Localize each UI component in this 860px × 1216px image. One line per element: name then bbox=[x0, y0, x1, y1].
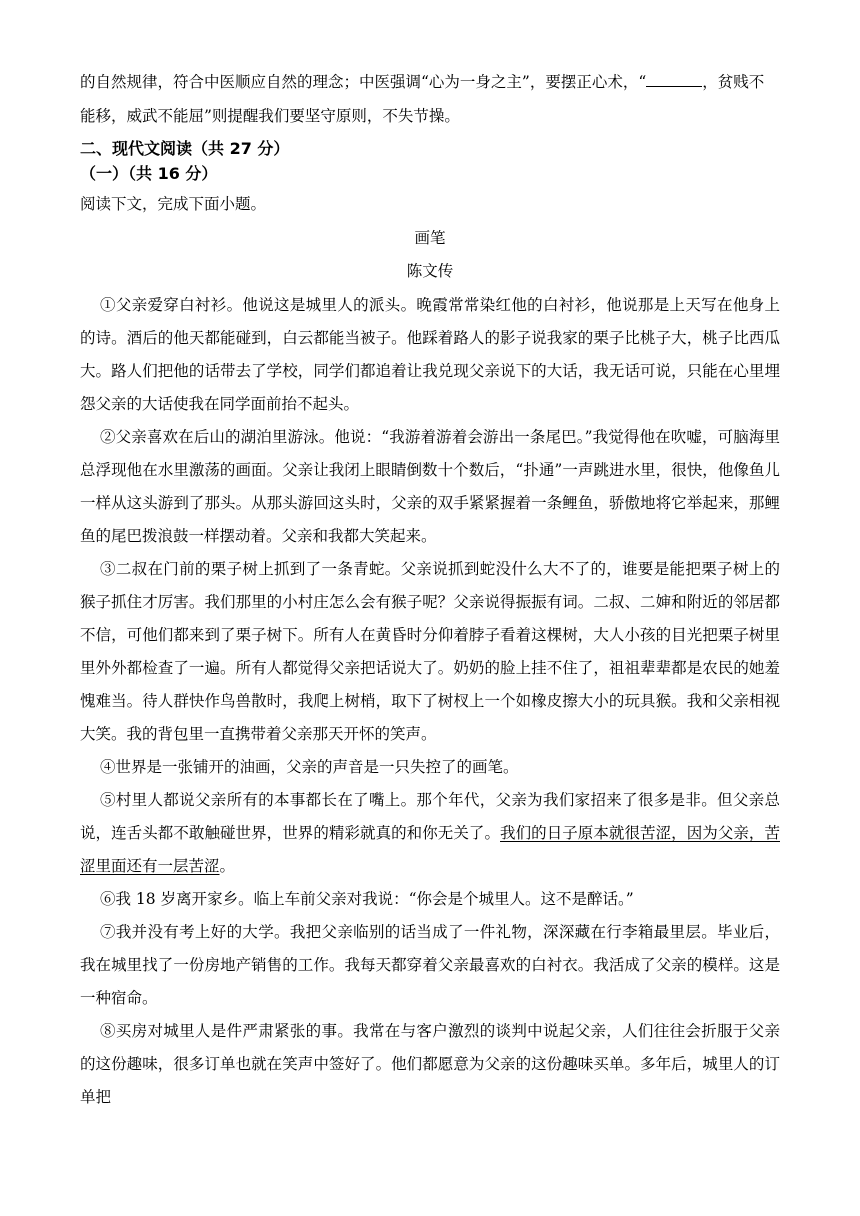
article-author: 陈文传 bbox=[406, 262, 454, 280]
paragraph-5 bbox=[80, 784, 780, 883]
paragraph-5-end: 。 bbox=[219, 857, 236, 875]
intro-line-2: 能移，威武不能屈”则提醒我们要坚守原则，不失节操。 bbox=[80, 107, 460, 125]
paragraph-3: ③二叔在门前的栗子树上抓到了一条青蛇。父亲说抓到蛇没什么大不了的，谁要是能把栗子树上的猴子抓住才厉害。我们那里的小村庄怎么会有猴子呢？父亲说得振振有词。二叔、二婶和附近的邻居都不信，可他们都来到了栗子树下。所有人在黄昏时分仰着脖子看着这棵树，大人小孩的目光把栗子树里里外外都检查了一遍。所有人都觉得父亲把话说大了。奶奶的脸上挂不住了，祖祖辈辈都是农民的她羞愧难当。待人群快作鸟兽散时，我爬上树梢，取下了树杈上一个如橡皮擦大小的玩具猴。我和父亲相视大笑。我的背包里一直携带着父亲那天开怀的笑声。 bbox=[80, 560, 780, 743]
sub-section-heading: （一）（共 16 分） bbox=[80, 164, 218, 183]
paragraph-7: ⑦我并没有考上好的大学。我把父亲临别的话当成了一件礼物，深深藏在行李箱最里层。毕业后，我在城里找了一份房地产销售的工作。我每天都穿着父亲最喜欢的白衬衣。我活成了父亲的模样。这是一种宿命。 bbox=[80, 923, 780, 1007]
article-body bbox=[80, 289, 780, 1114]
paragraph-8: ⑧买房对城里人是件严肃紧张的事。我常在与客户激烈的谈判中说起父亲，人们往往会折服于父亲的这份趣味，很多订单也就在笑声中签好了。他们都愿意为父亲的这份趣味买单。多年后，城里人的订单把 bbox=[80, 1022, 780, 1106]
intro-text-part1: 的自然规律，符合中医顺应自然的理念；中医强调“心为一身之主”，要摆正心术，“ bbox=[80, 73, 647, 91]
section-heading: 二、现代文阅读（共 27 分） bbox=[80, 139, 290, 158]
article-title: 画笔 bbox=[414, 229, 446, 247]
reading-instruction: 阅读下文，完成下面小题。 bbox=[80, 195, 267, 213]
intro-text-part2: ，贫贱不 bbox=[702, 73, 765, 91]
fill-in-blank bbox=[646, 72, 702, 87]
paragraph-5-text: ⑤村里人都说父亲所有的本事都长在了嘴上。那个年代，父亲为我们家招来了很多是非。但父亲总说，连舌头都不敢触碰世界，世界的精彩就真的和你无关了。 bbox=[80, 791, 780, 842]
paragraph-1: ①父亲爱穿白衬衫。他说这是城里人的派头。晚霞常常染红他的白衬衫，他说那是上天写在他身上的诗。酒后的他天都能碰到，白云都能当被子。他踩着路人的影子说我家的栗子比桃子大，桃子比西瓜大。路人们把他的话带去了学校，同学们都追着让我兑现父亲说下的大话，我无话可说，只能在心里埋怨父亲的大话使我在同学面前抬不起头。 bbox=[80, 296, 780, 413]
paragraph-4: ④世界是一张铺开的油画，父亲的声音是一只失控了的画笔。 bbox=[100, 758, 519, 776]
underlined-sentence: 我们的日子原本就很苦涩，因为父亲，苦涩里面还有一层苦涩 bbox=[80, 824, 780, 875]
paragraph-6: ⑥我 18 岁离开家乡。临上车前父亲对我说：“你会是个城里人。这不是醉话。” bbox=[100, 890, 634, 908]
paragraph-2: ②父亲喜欢在后山的湖泊里游泳。他说：“我游着游着会游出一条尾巴。”我觉得他在吹嘘，可脑海里总浮现他在水里激荡的画面。父亲让我闭上眼睛倒数十个数后，“扑通”一声跳进水里，很快，他像鱼儿一样从这头游到了那头。从那头游回这头时，父亲的双手紧紧握着一条鲤鱼，骄傲地将它举起来，那鲤鱼的尾巴拨浪鼓一样摆动着。父亲和我都大笑起来。 bbox=[80, 428, 780, 545]
intro-line-1 bbox=[80, 72, 780, 92]
